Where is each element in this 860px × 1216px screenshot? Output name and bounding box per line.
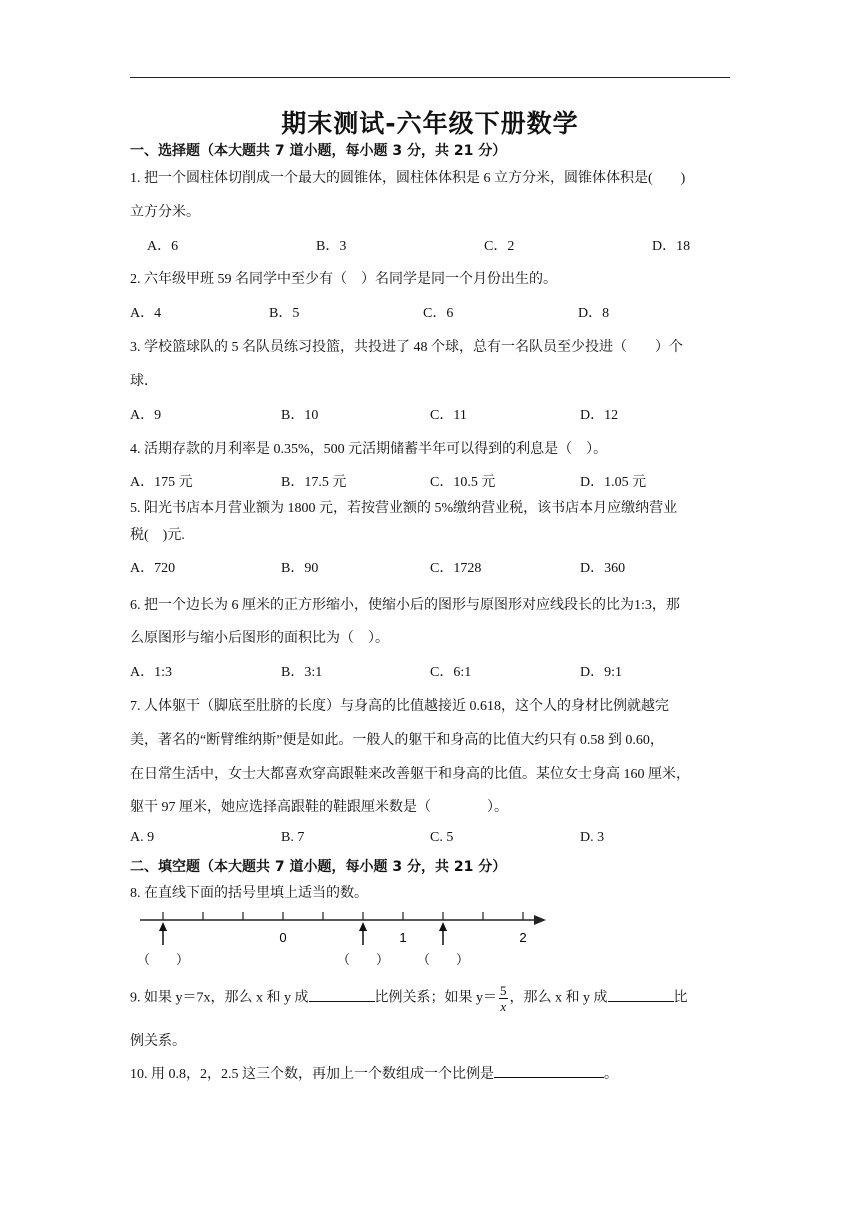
question-2-option-c: C．6 — [423, 306, 454, 321]
fraction-5-over-x — [499, 983, 508, 1014]
question-10-text — [130, 1063, 618, 1083]
question-4-text: 4. 活期存款的月利率是 0.35%，500 元活期储蓄半年可以得到的利息是（ ）。 — [130, 442, 608, 457]
question-5-option-d: D．360 — [580, 561, 626, 576]
question-6-option-c: C．6:1 — [430, 665, 472, 680]
question-4-option-d: D．1.05 元 — [580, 475, 647, 490]
number-line-ticks — [163, 912, 523, 920]
question-10-part-1: 10. 用 0.8，2，2.5 这三个数，再加上一个数组成一个比例是 — [130, 1067, 494, 1082]
question-10-part-2: 。 — [604, 1067, 618, 1082]
fraction-numerator: 5 — [500, 983, 507, 998]
question-2-option-a: A．4 — [130, 306, 162, 321]
question-7-option-b: B. 7 — [281, 830, 305, 845]
question-5-option-b: B．90 — [281, 561, 319, 576]
question-9-part-3: ，那么 x 和 y 成 — [509, 990, 608, 1006]
page-title: 期末测试-六年级下册数学 — [281, 109, 579, 138]
question-5-text: 5. 阳光书店本月营业额为 1800 元，若按营业额的 5%缴纳营业税，该书店本月应缴纳营业 — [130, 501, 678, 516]
number-line-figure — [130, 900, 560, 975]
question-9-text-cont: 例关系。 — [130, 1034, 186, 1049]
question-7-option-a: A. 9 — [130, 830, 155, 845]
question-5-option-c: C．1728 — [430, 561, 482, 576]
question-1-option-a: A．6 — [147, 239, 179, 254]
question-4-option-b: B．17.5 元 — [281, 475, 347, 490]
arrow-up-icon — [159, 922, 167, 945]
question-1-text: 1. 把一个圆柱体切削成一个最大的圆锥体，圆柱体体积是 6 立方分米，圆锥体体积是( ) — [130, 171, 686, 186]
question-5-option-a: A．720 — [130, 561, 176, 576]
question-6-option-d: D．9:1 — [580, 665, 622, 680]
arrow-up-icon — [359, 922, 367, 945]
question-7-text-cont-3: 躯干 97 厘米，她应选择高跟鞋的鞋跟厘米数是（ ）。 — [130, 800, 508, 815]
question-1-option-d: D．18 — [652, 239, 691, 254]
question-4-option-c: C．10.5 元 — [430, 475, 496, 490]
section-heading-fill: 二、填空题（本大题共 7 道小题，每小题 3 分，共 21 分） — [130, 859, 507, 875]
question-7-option-d: D. 3 — [580, 830, 605, 845]
question-9-part-2: 比例关系；如果 y＝ — [374, 990, 497, 1006]
section-heading-choice: 一、选择题（本大题共 7 道小题，每小题 3 分，共 21 分） — [130, 143, 507, 159]
question-3-text-cont: 球． — [130, 374, 158, 389]
tick-label-2: 2 — [519, 930, 527, 945]
question-9-part-4: 比 — [673, 990, 688, 1006]
question-3-option-d: D．12 — [580, 408, 619, 423]
question-2-text: 2. 六年级甲班 59 名同学中至少有（ ）名同学是同一个月份出生的。 — [130, 272, 557, 287]
tick-label-1: 1 — [399, 930, 407, 945]
question-8-text: 8. 在直线下面的括号里填上适当的数。 — [130, 886, 368, 901]
number-line-arrowhead — [534, 915, 546, 925]
question-7-option-c: C. 5 — [430, 830, 454, 845]
question-7-text: 7. 人体躯干（脚底至肚脐的长度）与身高的比值越接近 0.618，这个人的身材比例就越完 — [130, 699, 669, 714]
tick-label-0: 0 — [279, 930, 287, 945]
answer-blank[interactable] — [608, 987, 674, 1002]
question-6-option-a: A．1:3 — [130, 665, 172, 680]
question-7-text-cont-1: 美，著名的“断臂维纳斯”便是如此。一般人的躯干和身高的比值大约只有 0.58 到 0.60， — [130, 733, 664, 748]
fraction-denominator: x — [500, 999, 507, 1014]
question-1-option-c: C．2 — [484, 239, 515, 254]
answer-blank[interactable] — [309, 987, 375, 1002]
question-1-text-cont: 立方分米。 — [130, 205, 200, 220]
question-3-option-b: B．10 — [281, 408, 319, 423]
answer-paren-3: （ ） — [416, 952, 470, 967]
arrow-up-icon — [439, 922, 447, 945]
question-1-option-b: B．3 — [316, 239, 347, 254]
question-4-option-a: A．175 元 — [130, 475, 193, 490]
answer-blank[interactable] — [494, 1063, 604, 1078]
question-3-option-c: C．11 — [430, 408, 467, 423]
question-7-text-cont-2: 在日常生活中，女士大都喜欢穿高跟鞋来改善躯干和身高的比值。某位女士身高 160 厘米， — [130, 767, 690, 782]
question-3-option-a: A．9 — [130, 408, 162, 423]
question-2-option-b: B．5 — [269, 306, 300, 321]
answer-paren-1: （ ） — [136, 952, 190, 967]
question-3-text: 3. 学校篮球队的 5 名队员练习投篮，共投进了 48 个球，总有一名队员至少投进（ ）个 — [130, 340, 683, 355]
question-6-text: 6. 把一个边长为 6 厘米的正方形缩小，使缩小后的图形与原图形对应线段长的比为1:3，那 — [130, 598, 680, 613]
header-rule — [130, 77, 730, 78]
question-9-text — [130, 983, 688, 1014]
question-5-text-cont: 税( )元. — [130, 528, 185, 543]
answer-paren-2: （ ） — [336, 952, 390, 967]
question-9-part-1: 9. 如果 y＝7x，那么 x 和 y 成 — [130, 990, 309, 1006]
question-6-text-cont: 么原图形与缩小后图形的面积比为（ ）。 — [130, 631, 389, 646]
question-2-option-d: D．8 — [578, 306, 610, 321]
question-6-option-b: B．3:1 — [281, 665, 323, 680]
